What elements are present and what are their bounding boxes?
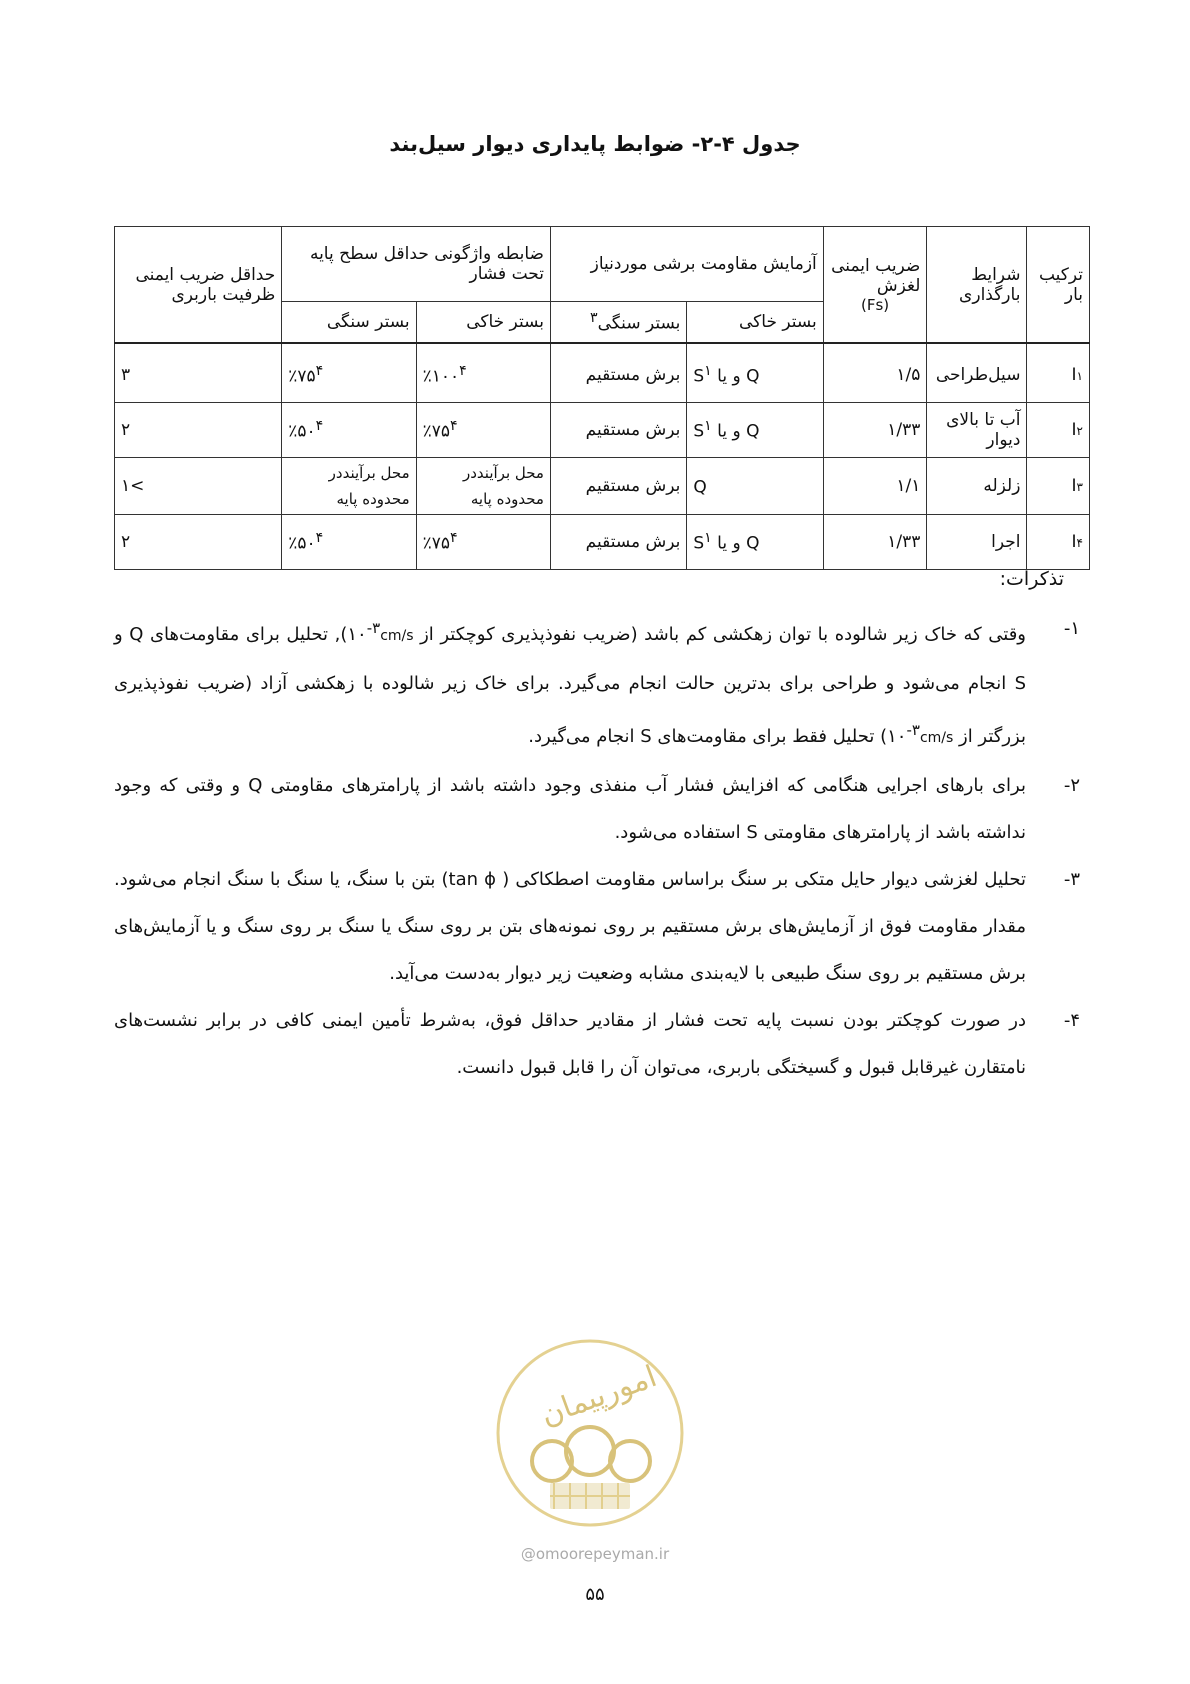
note-item: ۳- تحلیل لغزشی دیوار حایل متکی بر سنگ براساس مقاومت اصطکاکی ( tan ϕ) بتن با سنگ، یا سنگ با سنگ انجام می‌شود. مقدار مقاومت فوق از آزمایش‌های برش مستقیم بر روی نمونه‌های بتن بر روی سنگ یا سنگ بر روی سنگ و یا آزمایش‌های برش مستقیم بر روی سنگ طبیعی با لایه‌بندی مشابه وضعیت زیر دیوار به‌دست می‌آید. xyxy=(114,856,1090,997)
header-over-rock: بستر سنگی xyxy=(282,302,416,344)
table-row xyxy=(115,458,1090,515)
cell-bearing: ۲ xyxy=(115,403,282,458)
note-number: ۳- xyxy=(1063,869,1080,890)
cell-over-rock: $٪۵۰^۴$ xyxy=(282,403,416,458)
cell-fs: ۱/۱ xyxy=(823,458,927,515)
page-number: ۵۵ xyxy=(585,1584,605,1605)
cell-over-soil: محل برآینددر محدوده پایه xyxy=(416,458,550,515)
cell-condition: زلزله xyxy=(927,458,1027,515)
header-combo: ترکیب بار xyxy=(1027,227,1090,344)
header-fs-label: ضریب ایمنی لغزش xyxy=(831,255,921,296)
header-bearing: حداقل ضریب ایمنی ظرفیت باربری xyxy=(115,227,282,344)
cell-shear-soil: Q و یا $S^۱$ xyxy=(687,515,823,570)
header-shear-rock xyxy=(550,302,686,344)
cell-shear-soil: Q و یا $S^۱$ xyxy=(687,403,823,458)
cell-over-soil: $٪۷۵^۴$ xyxy=(416,515,550,570)
note-item: ۱- وقتی که خاک زیر شالوده با توان زهکشی کم باشد (ضریب نفوذپذیری کوچکتر از $۱۰^{-۳}cm/s$), تحلیل برای مقاومت‌های Q و S انجام می‌شود و طراحی برای بدترین حالت انجام می‌گیرد. برای خاک زیر شالوده با زهکشی آزاد (ضریب نفوذپذیری بزرگتر از $۱۰^{-۳}cm/s$) تحلیل فقط برای مقاومت‌های S انجام می‌گیرد. xyxy=(114,605,1090,762)
header-shear-test: آزمایش مقاومت برشی موردنیاز xyxy=(550,227,823,302)
cell-combo: I۱ xyxy=(1027,343,1090,403)
cell-over-rock: محل برآینددر محدوده پایه xyxy=(282,458,416,515)
cell-combo: I۳ xyxy=(1027,458,1090,515)
cell-condition: سیل‌طراحی xyxy=(927,343,1027,403)
cell-fs: ۱/۵ xyxy=(823,343,927,403)
inline-formula: $۱۰^{-۳}cm/s$ xyxy=(887,721,954,747)
cell-over-soil: $٪۷۵^۴$ xyxy=(416,403,550,458)
note-number: ۲- xyxy=(1063,775,1080,796)
cell-shear-rock: برش مستقیم xyxy=(550,458,686,515)
header-overturning: ضابطه واژگونی حداقل سطح پایه تحت فشار xyxy=(282,227,551,302)
svg-text:امورپیمان: امورپیمان xyxy=(536,1359,662,1434)
header-shear-rock-note: ۳ xyxy=(590,310,598,327)
cell-fs: ۱/۳۳ xyxy=(823,403,927,458)
cell-over-rock: $٪۷۵^۴$ xyxy=(282,343,416,403)
cell-condition: اجرا xyxy=(927,515,1027,570)
cell-combo: I۲ xyxy=(1027,403,1090,458)
header-over-soil: بستر خاکی xyxy=(416,302,550,344)
header-fs-symbol: (Fs) xyxy=(860,295,890,314)
note-number: ۱- xyxy=(1063,618,1080,639)
cell-bearing: ۲ xyxy=(115,515,282,570)
cell-fs: ۱/۳۳ xyxy=(823,515,927,570)
cell-bearing: >۱ xyxy=(115,458,282,515)
cell-combo: I۴ xyxy=(1027,515,1090,570)
cell-shear-soil: Q و یا $S^۱$ xyxy=(687,343,823,403)
note-number: ۴- xyxy=(1063,1010,1080,1031)
header-shear-rock-label: بستر سنگی xyxy=(597,313,681,334)
stability-criteria-table xyxy=(114,226,1090,570)
table-row xyxy=(115,403,1090,458)
cell-shear-rock: برش مستقیم xyxy=(550,343,686,403)
header-fs xyxy=(823,227,927,344)
website-credit: @omoorepeyman.ir xyxy=(520,1545,670,1563)
cell-shear-rock: برش مستقیم xyxy=(550,515,686,570)
notes-list xyxy=(114,605,1090,1091)
cell-bearing: ۳ xyxy=(115,343,282,403)
inline-formula: $۱۰^{-۳}cm/s$ xyxy=(347,619,414,645)
note-item: ۲- برای بارهای اجرایی هنگامی که افزایش فشار آب منفذی وجود داشته باشد از پارامترهای مقاومتی Q و وقتی که وجود نداشته باشد از پارامترهای مقاومتی S استفاده می‌شود. xyxy=(114,762,1090,856)
table-row xyxy=(115,515,1090,570)
cell-shear-rock: برش مستقیم xyxy=(550,403,686,458)
watermark-logo-icon xyxy=(490,1333,690,1533)
header-condition: شرایط بارگذاری xyxy=(927,227,1027,344)
note-item: ۴- در صورت کوچکتر بودن نسبت پایه تحت فشار از مقادیر حداقل فوق، به‌شرط تأمین ایمنی کافی در برابر نشست‌های نامتقارن غیرقابل قبول و گسیختگی باربری، می‌توان آن را قابل قبول دانست. xyxy=(114,997,1090,1091)
cell-shear-soil: Q xyxy=(687,458,823,515)
table-title: جدول ۴-۲- ضوابط پایداری دیوار سیل‌بند xyxy=(389,132,801,156)
notes-heading: تذکرات: xyxy=(999,568,1064,590)
cell-condition: آب تا بالای دیوار xyxy=(927,403,1027,458)
table-row xyxy=(115,343,1090,403)
cell-over-rock: $٪۵۰^۴$ xyxy=(282,515,416,570)
cell-over-soil: $٪۱۰۰^۴$ xyxy=(416,343,550,403)
header-shear-soil: بستر خاکی xyxy=(687,302,823,344)
